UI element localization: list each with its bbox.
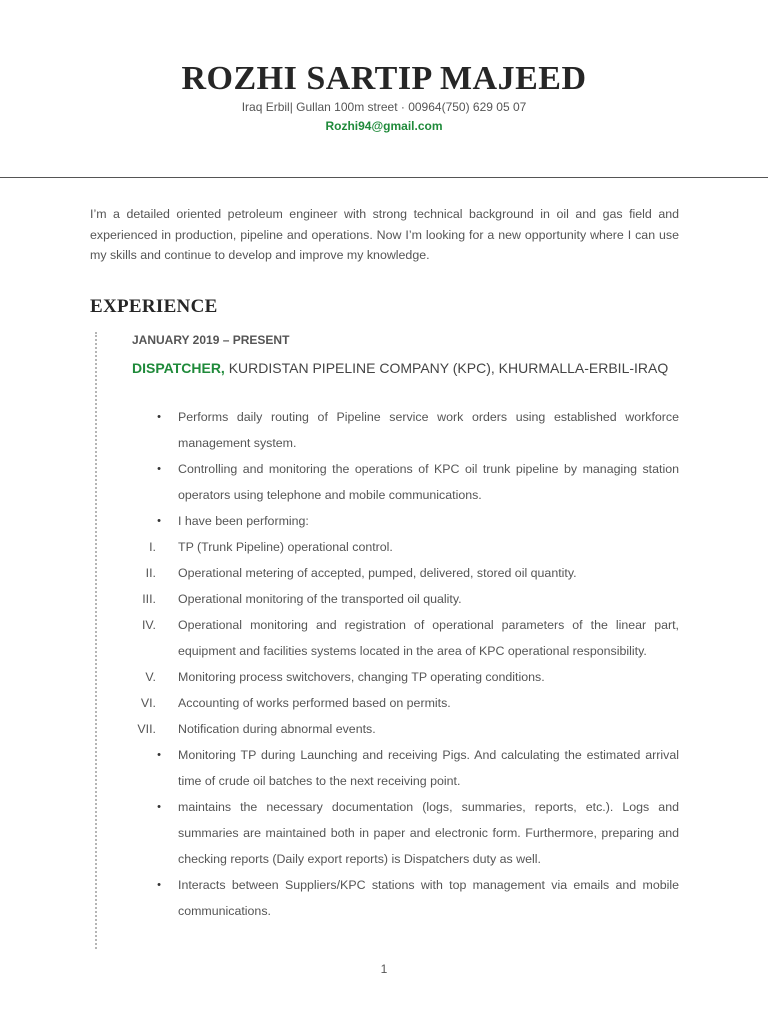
bullet-marker: • [157,411,161,423]
bullet-marker: • [157,463,161,475]
numbered-item [132,586,679,612]
bullet-item [132,456,679,508]
bullet-marker: • [157,879,161,891]
numbered-item [132,560,679,586]
roman-numeral-marker: V. [145,670,156,684]
item-text: Operational monitoring and registration of operational parameters of the linear part, equipment and facilities systems located in the area of KPC operational responsibility. [178,618,679,658]
experience-timeline-line [95,332,97,949]
job-date-range: JANUARY 2019 – PRESENT [132,333,290,347]
bullet-item [132,508,679,534]
bullet-marker: • [157,749,161,761]
roman-numeral-marker: VII. [137,722,156,736]
roman-numeral-marker: I. [149,540,156,554]
item-text: Monitoring TP during Launching and receiving Pigs. And calculating the estimated arrival time of crude oil batches to the next receiving point. [178,748,679,788]
bullet-marker: • [157,801,161,813]
bullet-item [132,872,679,924]
bullet-item [132,404,679,456]
item-text: Notification during abnormal events. [178,722,376,736]
bullet-item [132,794,679,872]
numbered-item [132,690,679,716]
email-link[interactable]: Rozhi94@gmail.com [325,119,443,133]
candidate-name: ROZHI SARTIP MAJEED [181,60,587,97]
profile-summary: I’m a detailed oriented petroleum engineer with strong technical background in oil and gas field and experienced in production, pipeline and operations. Now I’m looking for a new opportunity where I can use my skills and continue to develop and improve my knowledge. [90,207,679,262]
bullet-marker: • [157,515,161,527]
numbered-item [132,612,679,664]
page-number: 1 [380,962,388,976]
item-text: Operational metering of accepted, pumped, delivered, stored oil quantity. [178,566,577,580]
numbered-item [132,716,679,742]
roman-numeral-marker: II. [145,566,156,580]
item-text: Controlling and monitoring the operations of KPC oil trunk pipeline by managing station operators using telephone and mobile communications. [178,462,679,502]
numbered-item [132,664,679,690]
numbered-item [132,534,679,560]
roman-numeral-marker: VI. [140,696,156,710]
item-text: I have been performing: [178,514,309,528]
roman-numeral-marker: III. [142,592,156,606]
header-divider [0,177,768,178]
experience-heading: EXPERIENCE [90,296,218,317]
job-role: DISPATCHER, [132,360,225,376]
item-text: TP (Trunk Pipeline) operational control. [178,540,393,554]
item-text: Accounting of works performed based on permits. [178,696,451,710]
bullet-item [132,742,679,794]
roman-numeral-marker: IV. [141,618,156,632]
job-company: KURDISTAN PIPELINE COMPANY (KPC), KHURMALLA-ERBIL-IRAQ [224,360,669,376]
duties-list [132,404,679,924]
item-text: maintains the necessary documentation (logs, summaries, reports, etc.). Logs and summaries are maintained both in paper and electronic form. Furthermore, preparing and checking reports (Daily export reports) is Dispatchers duty as well. [178,800,679,866]
item-text: Operational monitoring of the transported oil quality. [178,592,462,606]
item-text: Interacts between Suppliers/KPC stations with top management via emails and mobile communications. [178,878,679,918]
contact-line: Iraq Erbil| Gullan 100m street · 00964(750) 629 05 07 [241,100,527,114]
item-text: Performs daily routing of Pipeline service work orders using established workforce management system. [178,410,679,450]
item-text: Monitoring process switchovers, changing TP operating conditions. [178,670,545,684]
job-title [132,360,668,376]
